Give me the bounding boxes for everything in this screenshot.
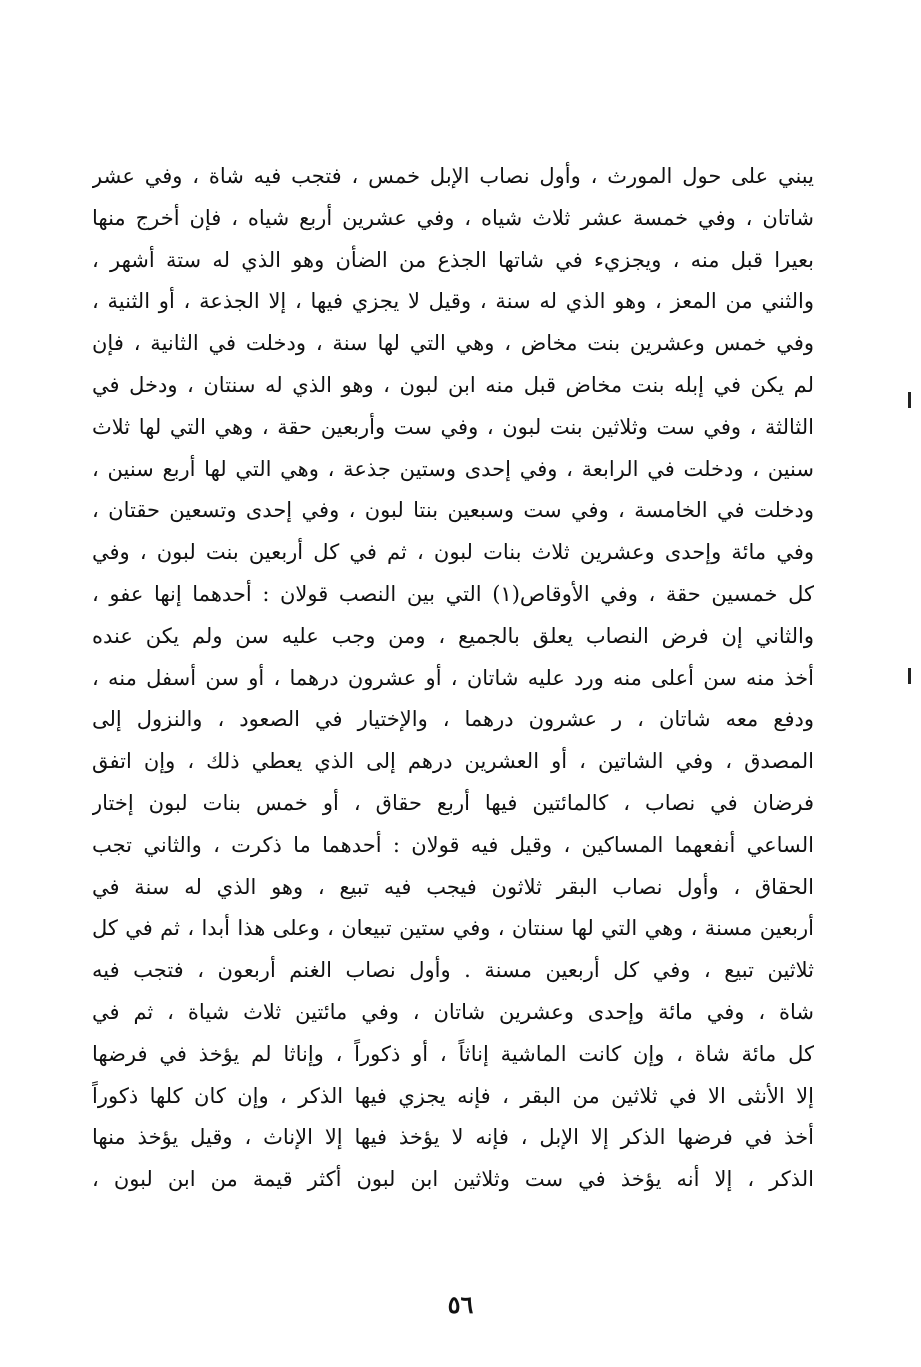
text-line: لم يكن في إبله بنت مخاض قبل منه ابن لبون ، وهو الذي له سنتان ، ودخل في bbox=[92, 372, 814, 397]
text-line: الساعي أنفعهما المساكين ، وقيل فيه قولان : أحدهما ما ذكرت ، والثاني تجب bbox=[92, 832, 814, 857]
text-line: الثالثة ، وفي ست وثلاثين بنت لبون ، وفي ست وأربعين حقة ، وهي التي لها ثلاث bbox=[92, 414, 814, 439]
text-line: شاة ، وفي مائة وإحدى وعشرين شاتان ، وفي مائتين ثلاث شياة ، ثم في bbox=[92, 999, 814, 1024]
text-line: الذكر ، إلا أنه يؤخذ في ست وثلاثين ابن لبون أكثر قيمة من ابن لبون ، bbox=[92, 1167, 814, 1192]
text-line: والثاني إن فرض النصاب يعلق بالجميع ، ومن وجب عليه سن ولم يكن عنده bbox=[92, 623, 814, 648]
text-line: والثني من المعز ، وهو الذي له سنة ، وقيل لا يجزي فيها ، إلا الجذعة ، أو الثنية ، bbox=[92, 289, 814, 314]
text-line: ودخلت في الخامسة ، وفي ست وسبعين بنتا لبون ، وفي إحدى وتسعين حقتان ، bbox=[92, 498, 814, 523]
text-line: كل خمسين حقة ، وفي الأوقاص(١) التي بين النصب قولان : أحدهما إنها عفو ، bbox=[92, 581, 814, 606]
text-line: وفي خمس وعشرين بنت مخاض ، وهي التي لها سنة ، ودخلت في الثانية ، فإن bbox=[92, 331, 814, 356]
text-line: الحقاق ، وأول نصاب البقر ثلاثون فيجب فيه تبيع ، وهو الذي له سنة في bbox=[92, 874, 814, 899]
text-line: شاتان ، وفي خمسة عشر ثلاث شياه ، وفي عشرين أربع شياه ، فإن أخرج منها bbox=[92, 205, 814, 230]
text-line: ثلاثين تبيع ، وفي كل أربعين مسنة . وأول نصاب الغنم أربعون ، فتجب فيه bbox=[92, 958, 814, 983]
text-line: سنين ، ودخلت في الرابعة ، وفي إحدى وستين جذعة ، وهي التي لها أربع سنين ، bbox=[92, 456, 814, 481]
margin-mark bbox=[908, 668, 911, 684]
body-text bbox=[92, 156, 814, 1201]
text-line: إلا الأنثى الا في ثلاثين من البقر ، فإنه يجزي فيها الذكر ، وإن كان كلها ذكوراً bbox=[92, 1083, 814, 1108]
text-line: كل مائة شاة ، وإن كانت الماشية إناثاً ، أو ذكوراً ، وإناثا لم يؤخذ في فرضها bbox=[92, 1041, 814, 1066]
text-line: بعيرا قبل منه ، ويجزيء في شاتها الجذع من الضأن وهو الذي له ستة أشهر ، bbox=[92, 247, 814, 272]
text-line: فرضان في نصاب ، كالمائتين فيها أربع حقاق ، أو خمس بنات لبون إختار bbox=[92, 790, 814, 815]
text-line: أخذ في فرضها الذكر إلا الإبل ، فإنه لا يؤخذ فيها إلا الإناث ، وقيل يؤخذ منها bbox=[92, 1125, 814, 1150]
text-line: يبني على حول المورث ، وأول نصاب الإبل خمس ، فتجب فيه شاة ، وفي عشر bbox=[92, 164, 814, 188]
margin-mark bbox=[908, 392, 911, 408]
text-line: أربعين مسنة ، وهي التي لها سنتان ، وفي ستين تبيعان ، وعلى هذا أبدا ، ثم في كل bbox=[92, 916, 814, 941]
page-number: ٥٦ bbox=[447, 1290, 474, 1319]
text-line: ودفع معه شاتان ، ر عشرون درهما ، والإختيار في الصعود ، والنزول إلى bbox=[92, 707, 814, 732]
text-line: أخذ منه سن أعلى منه ورد عليه شاتان ، أو عشرون درهما ، أو سن أسفل منه ، bbox=[92, 665, 814, 690]
text-line: وفي مائة وإحدى وعشرين ثلاث بنات لبون ، ثم في كل أربعين بنت لبون ، وفي bbox=[92, 540, 814, 565]
text-line: المصدق ، وفي الشاتين ، أو العشرين درهم إلى الذي يعطي ذلك ، وإن اتفق bbox=[92, 749, 814, 774]
